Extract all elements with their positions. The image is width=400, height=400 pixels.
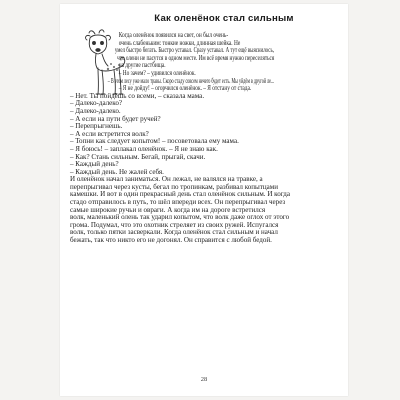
text-line: стадо отправилось в путь, то шёл впереди всех. Он перепрыгивал через: [70, 198, 286, 207]
text-line: – Топни как следует копытом! – посоветовала ему мама.: [70, 137, 239, 146]
text-line: – Каждый день. Не жалей себя.: [70, 167, 164, 176]
text-line: – А если встретится волк?: [70, 129, 149, 138]
story-title: Как оленёнок стал сильным: [154, 13, 294, 24]
text-line: на другие пастбища.: [118, 61, 166, 70]
text-line: Когда оленёнок появился на свет, он был очень-: [118, 31, 229, 39]
text-line: что олени не пасутся в одном месте. Им всё время нужно переселяться: [117, 53, 275, 62]
text-line: – А если на пути будет ручей?: [70, 114, 161, 123]
text-line: – Далеко-далеко?: [70, 99, 122, 108]
text-line: волк, только пятки засверкали. Когда оленёнок стал сильным и начал: [70, 228, 278, 237]
text-line: – Я боюсь! – заплакал оленёнок. – Я не знаю как.: [70, 144, 218, 153]
text-line: – В этом лесу уже мало травы. Скоро стаду совсем нечего будет есть. Мы уйдём в другой ле...: [107, 76, 275, 85]
text-line: – Но зачем? – удивился оленёнок.: [118, 68, 196, 77]
text-line: – Я не дойду! – огорчился оленёнок. – Я отстану от стада.: [118, 84, 252, 93]
text-line: грома. Подумал, что это охотник стреляет из своих ружей. Испугался: [70, 220, 279, 229]
text-line: бежать, так что никто его не догонял. Он справится с любой бедой.: [70, 236, 272, 245]
page-number: 28: [200, 376, 208, 383]
text-line: перепрыгивал через кусты, бегал по тропинкам, разбивал копытцами: [70, 182, 278, 191]
story-text: [70, 32, 338, 245]
text-line: умел быстро бегать. Быстро уставал. Сразу уставал. А тут ещё выяснилось,: [114, 46, 274, 55]
text-line: самые широкие ручьи и овраги. А когда им на дороге встретился: [70, 205, 266, 214]
text-line: И оленёнок начал заниматься. Он лежал, не валялся на травке, а: [70, 175, 263, 184]
text-line: очень слабеньким: тонкие ножки, длинная шейка. Не: [118, 38, 241, 47]
book-page: [60, 4, 348, 396]
text-line: волк, маленький олень так ударил копытом, что волк даже оглох от этого: [70, 213, 290, 222]
text-line: – Нет. Ты пойдёшь со всеми, – сказала мама.: [70, 91, 205, 100]
text-line: – Перепрыгнешь.: [70, 122, 123, 131]
text-line: – Как? Стань сильным. Бегай, прыгай, скачи.: [70, 152, 206, 161]
text-line: – Каждый день?: [70, 160, 119, 169]
text-line: камешки. И вот в один прекрасный день стал оленёнок сильным. И когда: [70, 190, 291, 199]
text-line: – Далеко-далеко.: [70, 106, 121, 115]
